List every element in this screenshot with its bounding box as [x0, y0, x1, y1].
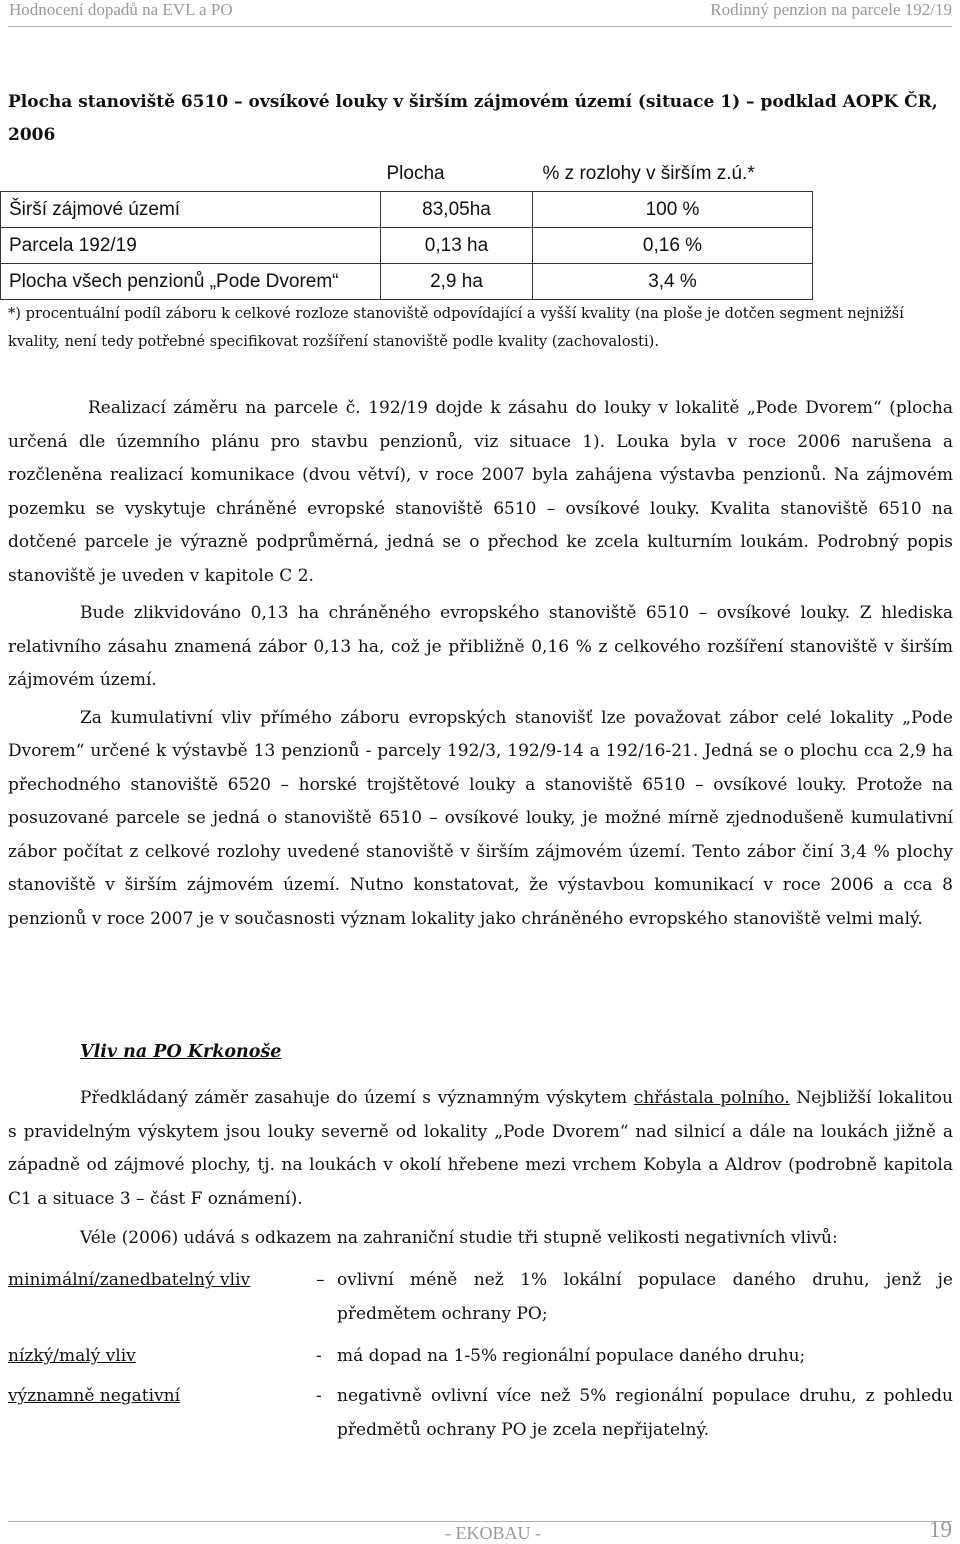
table-row: [1, 264, 813, 300]
definition-term: významně negativní: [8, 1386, 181, 1406]
definition-dash: -: [316, 1346, 322, 1366]
definition-text: negativně ovlivní více než 5% regionální populace druhu, z pohledu předmětů ochrany PO je zcela nepřijatelný.: [337, 1386, 953, 1440]
definition-term: nízký/malý vliv: [8, 1346, 136, 1366]
paragraph-realization: Realizací záměru na parcele č. 192/19 dojde k zásahu do louky v lokalitě „Pode Dvorem“ (plocha určená dle územního plánu pro stavbu penzionů, viz situace 1). Louka byla v roce 2006 narušena a rozčleněna realizací komunikace (dvou větví), v roce 2007 byla zahájena výstavba penzionů. Na zájmovém pozemku se vyskytuje chráněné evropské stanoviště 6510 – ovsíkové louky. Kvalita stanoviště 6510 na dotčené parcele je výrazně podprůměrná, jedná se o přechod ke zcela kulturním loukám. Podrobný popis stanoviště je uveden v kapitole C 2.: [8, 398, 953, 586]
body-text-block: [8, 392, 953, 936]
table-cell: 0,16 %: [533, 228, 813, 264]
table-cell: 0,13 ha: [381, 228, 533, 264]
definition-text: ovlivní méně než 1% lokální populace daného druhu, jenž je předmětem ochrany PO;: [337, 1270, 953, 1324]
page-number: 19: [929, 1517, 952, 1542]
area-table: [0, 156, 813, 300]
po-text-after: Nejbližší lokalitou s pravidelným výskytem jsou louky severně od lokality „Pode Dvorem“ nad silnicí a dále na loukách jižně a západně od zájmové plochy, tj. na loukách v okolí hřebene mezi vrchem Kobyla a Aldrov (podrobně kapitola C1 a situace 3 – část F oznámení).: [8, 1088, 953, 1209]
po-text-before: Předkládaný záměr zasahuje do území s významným výskytem: [80, 1088, 634, 1108]
table-cell: Parcela 192/19: [1, 228, 381, 264]
po-text-block: [8, 1082, 953, 1256]
table-heading: Plocha stanoviště 6510 – ovsíkové louky v širším zájmovém území (situace 1) – podklad AOPK ČR, 2006: [8, 92, 938, 145]
table-footnote: *) procentuální podíl záboru k celkové rozloze stanoviště odpovídající a vyšší kvality (na ploše je dotčen segment nejnižší kvality, není tedy potřebné specifikovat rozšíření stanoviště podle kvality (zachovalosti).: [8, 305, 904, 350]
table-cell: Širší zájmové území: [1, 192, 381, 228]
definition-term: minimální/zanedbatelný vliv: [8, 1270, 251, 1290]
header-divider: [8, 26, 952, 27]
table-cell: 2,9 ha: [381, 264, 533, 300]
table-cell: 83,05ha: [381, 192, 533, 228]
table-row: [1, 192, 813, 228]
paragraph-po: [8, 1082, 953, 1216]
footer-divider: [8, 1521, 952, 1522]
definition-dash: –: [316, 1270, 325, 1290]
definition-text: má dopad na 1-5% regionální populace daného druhu;: [337, 1346, 806, 1366]
table-header-row: [1, 156, 813, 192]
section-title: Vliv na PO Krkonoše: [80, 1042, 282, 1062]
definition-dash: -: [316, 1386, 322, 1406]
footer-company: - EKOBAU -: [445, 1523, 541, 1543]
header-left-title: Hodnocení dopadů na EVL a PO: [9, 0, 233, 19]
table-cell: 100 %: [533, 192, 813, 228]
paragraph-cumulative: Za kumulativní vliv přímého záboru evropských stanovišť lze považovat zábor celé lokality „Pode Dvorem“ určené k výstavbě 13 penzionů - parcely 192/3, 192/9-14 a 192/16-21. Jedná se o plochu cca 2,9 ha přechodného stanoviště 6520 – horské trojštětové louky a stanoviště 6510 – ovsíkové louky. Protože na posuzované parcele se jedná o stanoviště 6510 – ovsíkové louky, je možné mírně zjednodušeně kumulativní zábor počítat z celkové rozlohy uvedené stanoviště v širším zájmovém území. Tento zábor činí 3,4 % plochy stanoviště v širším zájmovém území. Nutno konstatovat, že výstavbou komunikací v roce 2006 a cca 8 penzionů v roce 2007 je v současnosti význam lokality jako chráněného evropského stanoviště velmi malý.: [8, 707, 953, 929]
paragraph-vele: Véle (2006) udává s odkazem na zahraniční studie tři stupně velikosti negativních vlivů:: [80, 1228, 838, 1248]
header-right-title: Rodinný penzion na parcele 192/19: [710, 0, 952, 19]
species-link: chřástala polního.: [633, 1088, 790, 1108]
table-header-cell: % z rozlohy v širším z.ú.*: [533, 156, 813, 192]
table-cell: Plocha všech penzionů „Pode Dvorem“: [1, 264, 381, 300]
table-cell: 3,4 %: [533, 264, 813, 300]
table-header-cell: Plocha: [381, 156, 533, 192]
table-header-cell: [1, 156, 381, 192]
table-row: [1, 228, 813, 264]
paragraph-loss: Bude zlikvidováno 0,13 ha chráněného evropského stanoviště 6510 – ovsíkové louky. Z hlediska relativního zásahu znamená zábor 0,13 ha, což je přibližně 0,16 % z celkového rozšíření stanoviště v širším zájmovém území.: [8, 603, 953, 690]
